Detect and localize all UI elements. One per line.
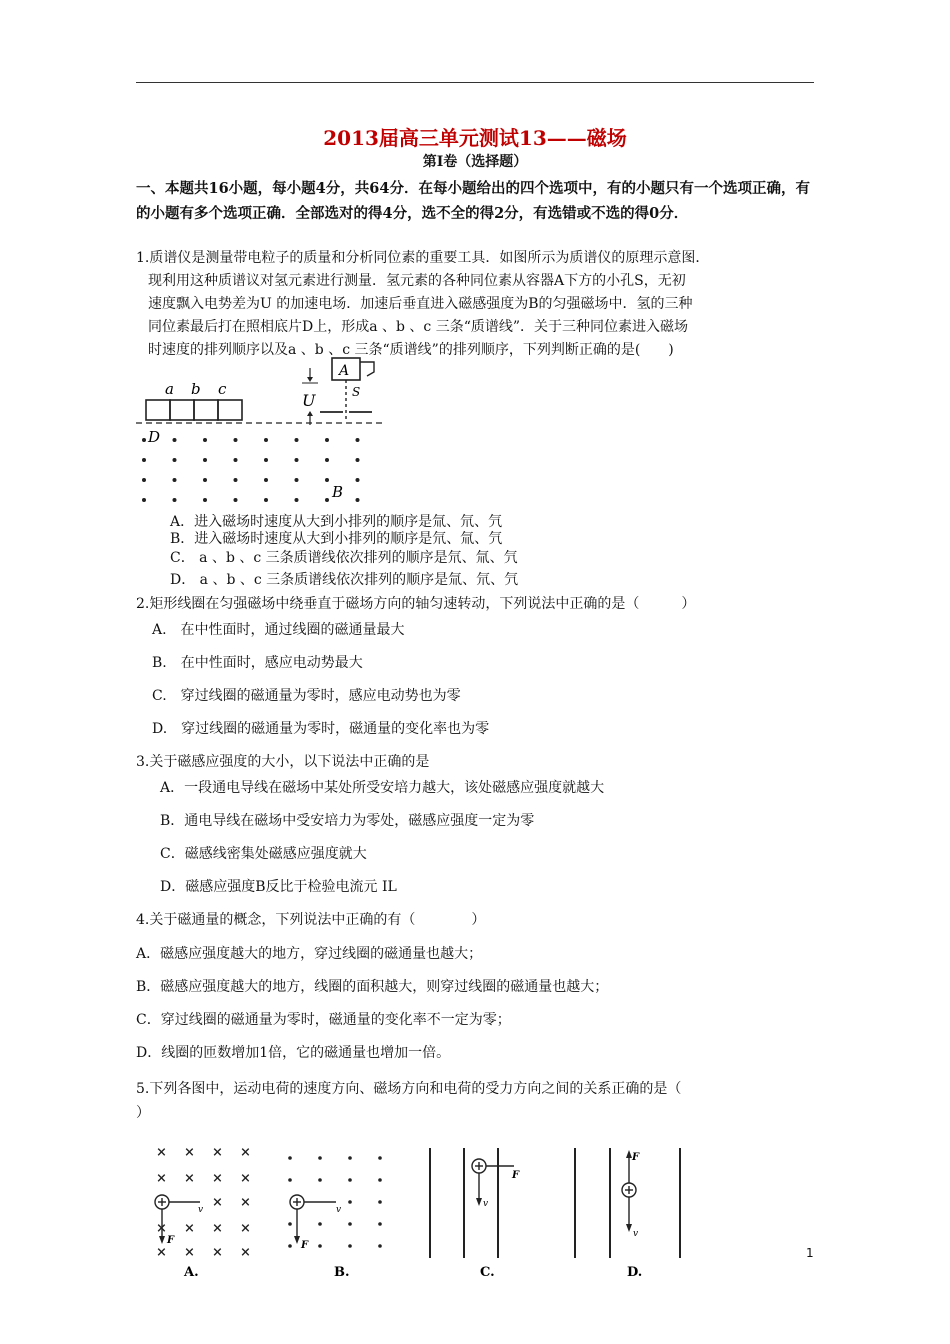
field-dot — [264, 438, 268, 442]
field-dot — [356, 478, 360, 482]
svg-text:F: F — [632, 1152, 640, 1163]
field-dot — [318, 1156, 322, 1160]
q3-option-d: D．磁感应强度B反比于检验电流元 IL — [160, 879, 397, 895]
field-dot — [264, 478, 268, 482]
q3-stem: 3.关于磁感应强度的大小，以下说法中正确的是 — [136, 754, 430, 770]
q2-option-b: B. 在中性面时，感应电动势最大 — [152, 655, 363, 671]
svg-text:v: v — [483, 1199, 489, 1209]
field-cross: × — [240, 1221, 251, 1236]
field-dot — [295, 498, 299, 502]
q5-stem: 5.下列各图中，运动电荷的速度方向、磁场方向和电荷的受力方向之间的关系正确的是（ — [136, 1081, 682, 1097]
fig-label-B: B. — [334, 1265, 350, 1280]
figD-field-lines — [575, 1148, 680, 1258]
fig-label-A: A — [339, 363, 350, 379]
field-dot — [142, 498, 146, 502]
svg-text:v: v — [198, 1205, 204, 1215]
field-dot — [356, 458, 360, 462]
field-dot — [318, 1178, 322, 1182]
field-cross: × — [212, 1195, 223, 1210]
field-dot — [142, 438, 146, 442]
field-cross: × — [184, 1221, 195, 1236]
q3-option-c: C．磁感线密集处磁感应强度就大 — [160, 846, 367, 862]
field-dot — [203, 498, 207, 502]
q2-option-a: A. 在中性面时，通过线圈的磁通量最大 — [152, 622, 405, 638]
field-dot — [348, 1222, 352, 1226]
field-dot — [378, 1200, 382, 1204]
field-cross: × — [212, 1245, 223, 1260]
q5-stem-close: ） — [136, 1105, 150, 1121]
q3-option-a: A．一段通电导线在磁场中某处所受安培力越大，该处磁感应强度就越大 — [160, 780, 605, 796]
q1-option-d: D． a 、b 、c 三条质谱线依次排列的顺序是氚、氘、氕 — [170, 572, 519, 588]
q4-option-b: B．磁感应强度越大的地方，线圈的面积越大，则穿过线圈的磁通量也越大； — [136, 979, 609, 995]
field-dot — [348, 1178, 352, 1182]
field-cross: × — [156, 1145, 167, 1160]
header-rule — [136, 82, 814, 83]
field-cross: × — [184, 1171, 195, 1186]
q3-option-b: B．通电导线在磁场中受安培力为零处，磁感应强度一定为零 — [160, 813, 535, 829]
field-dot — [378, 1244, 382, 1248]
field-dot — [288, 1222, 292, 1226]
field-cross: × — [240, 1145, 251, 1160]
fig-label-a: a — [165, 380, 174, 398]
field-dot — [234, 478, 238, 482]
field-cross: × — [212, 1145, 223, 1160]
fig-label-b: b — [191, 380, 201, 398]
figC-charge — [472, 1159, 514, 1202]
q1-stem-line2: 现利用这种质谱议对氢元素进行测量．氢元素的各种同位素从容器A下方的小孔S，无初 — [148, 273, 686, 289]
section-instructions: 一、本题共16小题，每小题4分，共64分．在每小题给出的四个选项中，有的小题只有一个选项正确，有的小题有多个选项正确．全部选对的得4分，选不全的得2分，有选错或不选的得0分． — [136, 180, 810, 222]
field-dot — [234, 458, 238, 462]
fig-label-D: D. — [627, 1265, 643, 1280]
svg-text:v: v — [633, 1229, 639, 1239]
section-subtitle: 第I卷（选择题） — [422, 154, 528, 170]
q1-option-a: A．进入磁场时速度从大到小排列的顺序是氚、氘、氕 — [170, 514, 503, 530]
field-dot — [325, 438, 329, 442]
field-dot — [173, 438, 177, 442]
q1-stem-line5: 时速度的排列顺序以及a 、b 、c 三条“质谱线”的排列顺序，下列判断正确的是( ) — [148, 342, 674, 358]
fig-label-B: B — [332, 483, 344, 501]
q4-option-a: A．磁感应强度越大的地方，穿过线圈的磁通量也越大； — [136, 946, 483, 962]
field-dot — [348, 1244, 352, 1248]
q1-stem-line4: 同位素最后打在照相底片D上，形成a 、b 、c 三条“质谱线”．关于三种同位素进入磁场 — [148, 319, 689, 335]
field-dot — [264, 458, 268, 462]
svg-text:F: F — [301, 1240, 309, 1251]
field-cross: × — [212, 1221, 223, 1236]
field-cross: × — [240, 1245, 251, 1260]
fig-label-A: A. — [184, 1265, 199, 1280]
field-cross: × — [212, 1171, 223, 1186]
field-cross: × — [156, 1245, 167, 1260]
field-dot — [203, 478, 207, 482]
field-dot — [288, 1244, 292, 1248]
fig-label-U: U — [302, 391, 316, 410]
q4-stem: 4.关于磁通量的概念，下列说法中正确的有（ ） — [136, 912, 486, 928]
q1-option-c: C． a 、b 、c 三条质谱线依次排列的顺序是氘、氚、氕 — [170, 550, 518, 566]
field-cross: × — [184, 1145, 195, 1160]
field-dot — [295, 458, 299, 462]
field-cross: × — [156, 1221, 167, 1236]
field-dot — [288, 1178, 292, 1182]
field-cross: × — [240, 1195, 251, 1210]
field-dot — [295, 478, 299, 482]
page-title: 2013届高三单元测试13——磁场 — [323, 126, 627, 150]
q1-mass-spectrometer-figure — [134, 350, 384, 510]
figD-charge — [622, 1154, 636, 1228]
field-dot — [378, 1222, 382, 1226]
field-cross: × — [156, 1171, 167, 1186]
q2-stem: 2.矩形线圈在匀强磁场中绕垂直于磁场方向的轴匀速转动，下列说法中正确的是（ ） — [136, 596, 696, 612]
field-dot — [356, 438, 360, 442]
field-dot — [234, 498, 238, 502]
q1-stem-line1: 1.质谱仪是测量带电粒子的质量和分析同位素的重要工具．如图所示为质谱仪的原理示意图． — [136, 250, 710, 266]
field-dot — [325, 498, 329, 502]
field-dot — [142, 458, 146, 462]
fig-label-D: D — [148, 428, 161, 446]
field-dot — [318, 1222, 322, 1226]
field-dot — [325, 458, 329, 462]
q1-stem-line3: 速度飘入电势差为U 的加速电场．加速后垂直进入磁感强度为B的匀强磁场中．氢的三种 — [148, 296, 693, 312]
field-cross: × — [240, 1171, 251, 1186]
q4-option-c: C．穿过线圈的磁通量为零时，磁通量的变化率不一定为零； — [136, 1012, 511, 1028]
field-dot — [356, 498, 360, 502]
svg-text:F: F — [167, 1235, 175, 1246]
magnetic-field-dots — [142, 438, 360, 502]
q2-option-d: D. 穿过线圈的磁通量为零时，磁通量的变化率也为零 — [152, 721, 490, 737]
q4-option-d: D．线圈的匝数增加1倍，它的磁通量也增加一倍。 — [136, 1045, 451, 1061]
photo-plate — [146, 400, 242, 420]
q2-option-c: C. 穿过线圈的磁通量为零时，感应电动势也为零 — [152, 688, 461, 704]
figB-charge — [290, 1195, 336, 1240]
page-number: 1 — [806, 1246, 814, 1260]
q5-figures — [140, 1140, 700, 1282]
field-dot — [348, 1200, 352, 1204]
field-dot — [264, 498, 268, 502]
field-dot — [295, 438, 299, 442]
field-dot — [318, 1244, 322, 1248]
field-cross: × — [184, 1245, 195, 1260]
fig-label-c: c — [218, 380, 227, 398]
svg-text:F: F — [512, 1170, 520, 1181]
field-dot — [142, 478, 146, 482]
fig-label-S: S — [352, 385, 361, 399]
q1-option-b: B．进入磁场时速度从大到小排列的顺序是氘、氚、氕 — [170, 531, 503, 547]
field-dot — [378, 1178, 382, 1182]
field-dot — [325, 478, 329, 482]
field-dot — [173, 478, 177, 482]
field-dot — [173, 498, 177, 502]
field-dot — [348, 1156, 352, 1160]
svg-text:v: v — [336, 1205, 342, 1215]
field-dot — [173, 458, 177, 462]
fig-label-C: C. — [480, 1265, 495, 1280]
field-dot — [234, 438, 238, 442]
field-dot — [378, 1156, 382, 1160]
field-dot — [203, 458, 207, 462]
field-dot — [203, 438, 207, 442]
field-dot — [288, 1156, 292, 1160]
